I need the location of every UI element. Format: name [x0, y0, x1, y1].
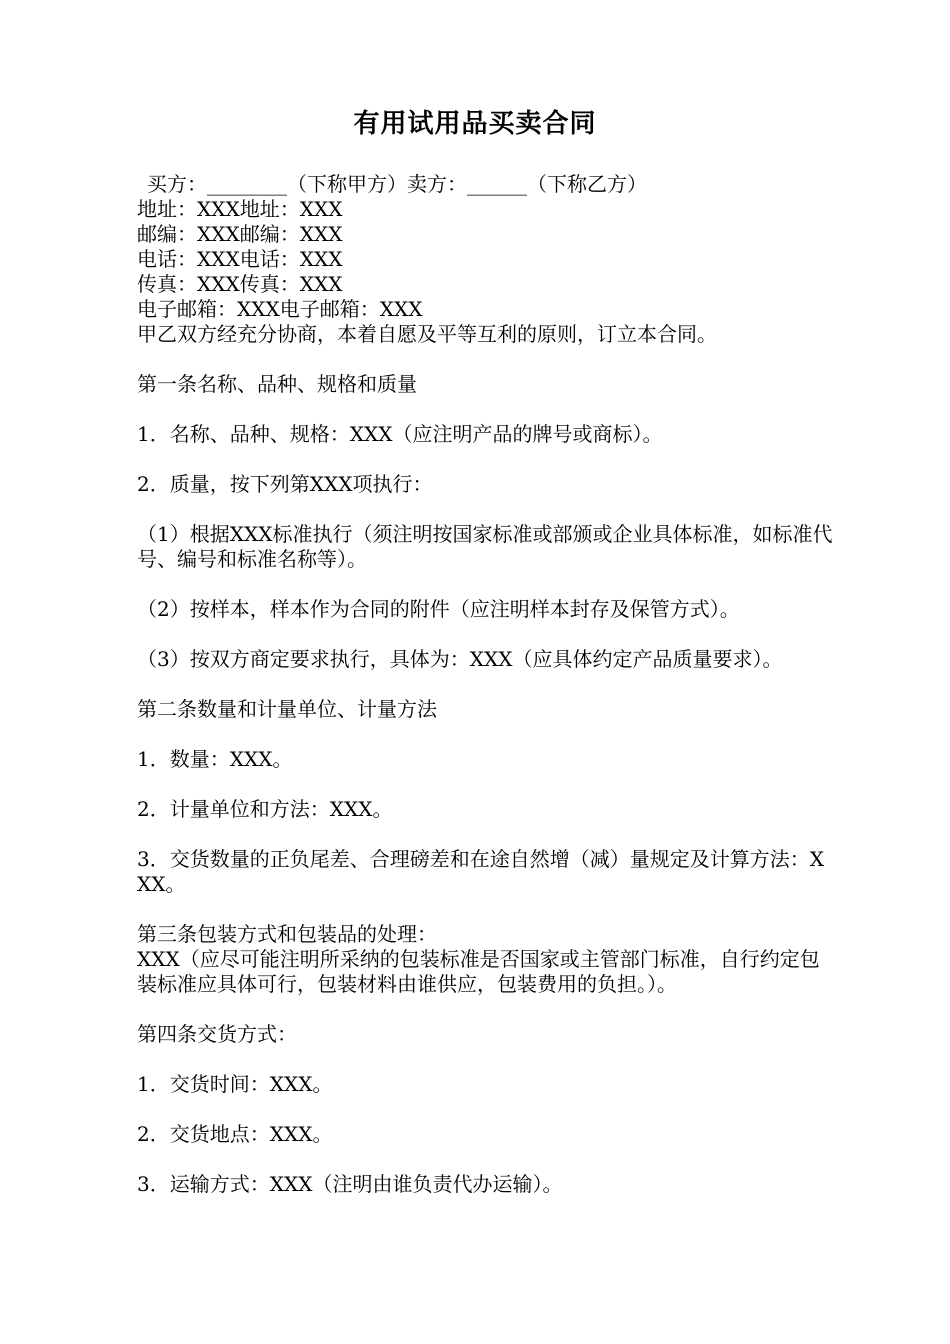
article1-sub1: （1）根据XXX标准执行（须注明按国家标准或部颁或企业具体标准，如标准代号、编号和标准名称等）。 — [137, 522, 833, 571]
article2-item3: 3．交货数量的正负尾差、合理磅差和在途自然增（减）量规定及计算方法：XXX。 — [137, 847, 824, 896]
document-title: 有用试用品买卖合同 — [353, 109, 597, 139]
article4-item3: 3．运输方式：XXX（注明由谁负责代办运输）。 — [137, 1172, 563, 1196]
email-line: 电子邮箱：XXX电子邮箱：XXX — [137, 297, 423, 321]
article2-item2: 2．计量单位和方法：XXX。 — [137, 797, 393, 821]
article1-item1: 1．名称、品种、规格：XXX（应注明产品的牌号或商标）。 — [137, 422, 663, 446]
article1-sub3: （3）按双方商定要求执行，具体为：XXX（应具体约定产品质量要求）。 — [137, 647, 783, 671]
parties-line: 买方：________（下称甲方）卖方：______（下称乙方） — [147, 172, 647, 196]
article3-heading: 第三条包装方式和包装品的处理： — [137, 922, 437, 946]
postcode-line: 邮编：XXX邮编：XXX — [137, 222, 343, 246]
article3-text: XXX（应尽可能注明所采纳的包装标准是否国家或主管部门标准，自行约定包装标准应具体可行，包装材料由谁供应，包装费用的负担。）。 — [137, 947, 820, 996]
article1-sub2: （2）按样本，样本作为合同的附件（应注明样本封存及保管方式）。 — [137, 597, 740, 621]
address-line: 地址：XXX地址：XXX — [137, 197, 343, 221]
phone-line: 电话：XXX电话：XXX — [137, 247, 343, 271]
article1-item2: 2．质量，按下列第XXX项执行： — [137, 472, 433, 496]
preamble: 甲乙双方经充分协商，本着自愿及平等互利的原则，订立本合同。 — [137, 322, 717, 346]
fax-line: 传真：XXX传真：XXX — [137, 272, 343, 296]
article4-heading: 第四条交货方式： — [137, 1022, 297, 1046]
document-body — [137, 172, 837, 1197]
article2-item1: 1．数量：XXX。 — [137, 747, 293, 771]
article1-heading: 第一条名称、品种、规格和质量 — [137, 372, 417, 396]
article4-item2: 2．交货地点：XXX。 — [137, 1122, 333, 1146]
article2-heading: 第二条数量和计量单位、计量方法 — [137, 697, 437, 721]
article4-item1: 1．交货时间：XXX。 — [137, 1072, 333, 1096]
